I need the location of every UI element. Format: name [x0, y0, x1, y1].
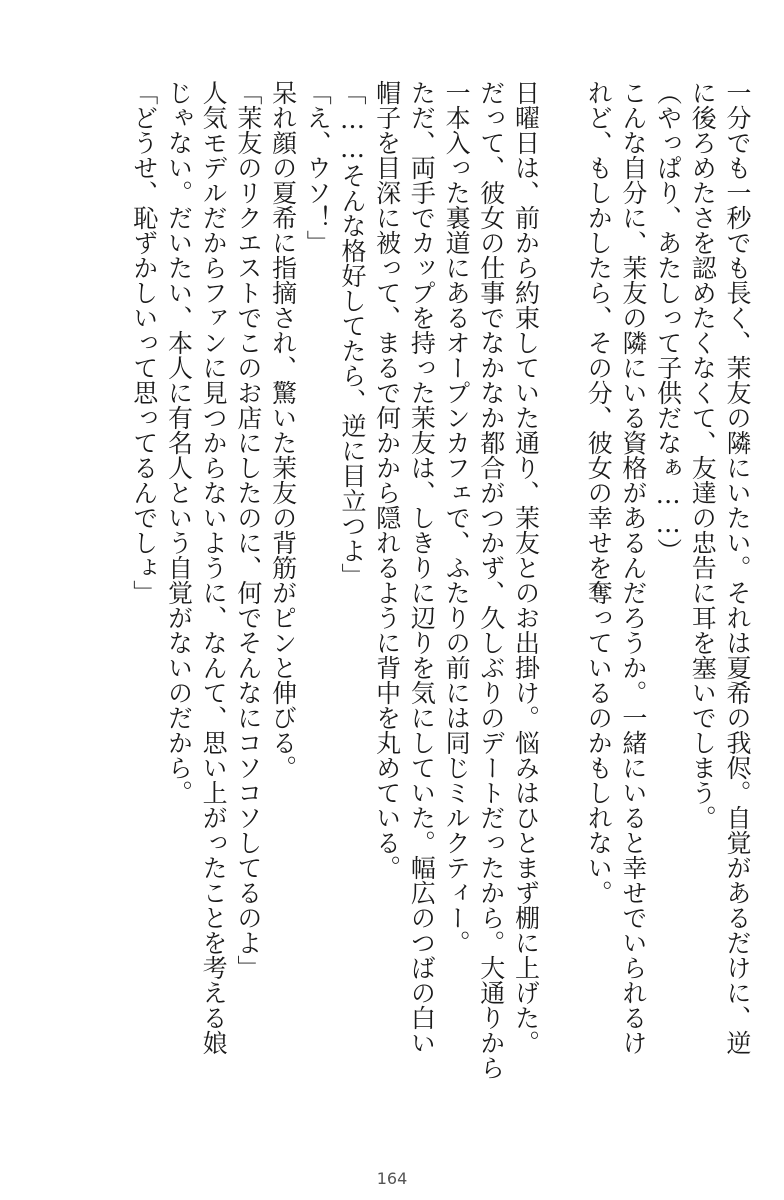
text-line: （やっぱり、あたしって子供だなぁ……）: [653, 80, 683, 563]
text-line: れど、もしかしたら、その分、彼女の幸せを奪っているのかもしれない。: [584, 80, 614, 905]
text-line: に後ろめたさを認めたくなくて、友達の忠告に耳を塞いでしまう。: [688, 80, 718, 830]
text-line: 日曜日は、前から約束していた通り、茉友とのお出掛け。悩みはひとまず棚に上げた。: [511, 80, 541, 1055]
text-line: 一本入った裏道にあるオープンカフェで、ふたりの前には同じミルクティー。: [442, 80, 472, 955]
text-line: 呆れ顔の夏希に指摘され、驚いた茉友の背筋がピンと伸びる。: [268, 80, 298, 780]
text-line: 「……そんな格好してたら、逆に目立つよ」: [337, 80, 367, 588]
text-line: 「え、ウソ！」: [303, 80, 333, 255]
text-line: 「茉友のリクエストでこのお店にしたのに、何でそんなにコソコソしてるのよ」: [233, 80, 263, 980]
page-number: 164: [376, 1169, 408, 1188]
section-break: [542, 80, 580, 1140]
text-line: 帽子を目深に被って、まるで何かから隠れるように背中を丸めている。: [372, 80, 402, 880]
text-line: じゃない。だいたい、本人に有名人という自覚がないのだから。: [164, 80, 194, 805]
text-line: 人気モデルだからファンに見つからないように、なんて、思い上がったことを考える娘: [199, 80, 229, 1055]
text-line: ただ、両手でカップを持った茉友は、しきりに辺りを気にしていた。幅広のつばの白い: [407, 80, 437, 1055]
text-line: 「どうせ、恥ずかしいって思ってるんでしょ」: [129, 80, 159, 605]
text-line: だって、彼女の仕事でなかなか都合がつかず、久しぶりのデートだったから。大通りから: [476, 80, 506, 1080]
vertical-text-body: [126, 80, 754, 1140]
text-line: こんな自分に、茉友の隣にいる資格があるんだろうか。一緒にいると幸せでいられるけ: [618, 80, 648, 1055]
text-line: 一分でも一秒でも長く、茉友の隣にいたい。それは夏希の我侭。自覚があるだけに、逆: [723, 80, 752, 1055]
